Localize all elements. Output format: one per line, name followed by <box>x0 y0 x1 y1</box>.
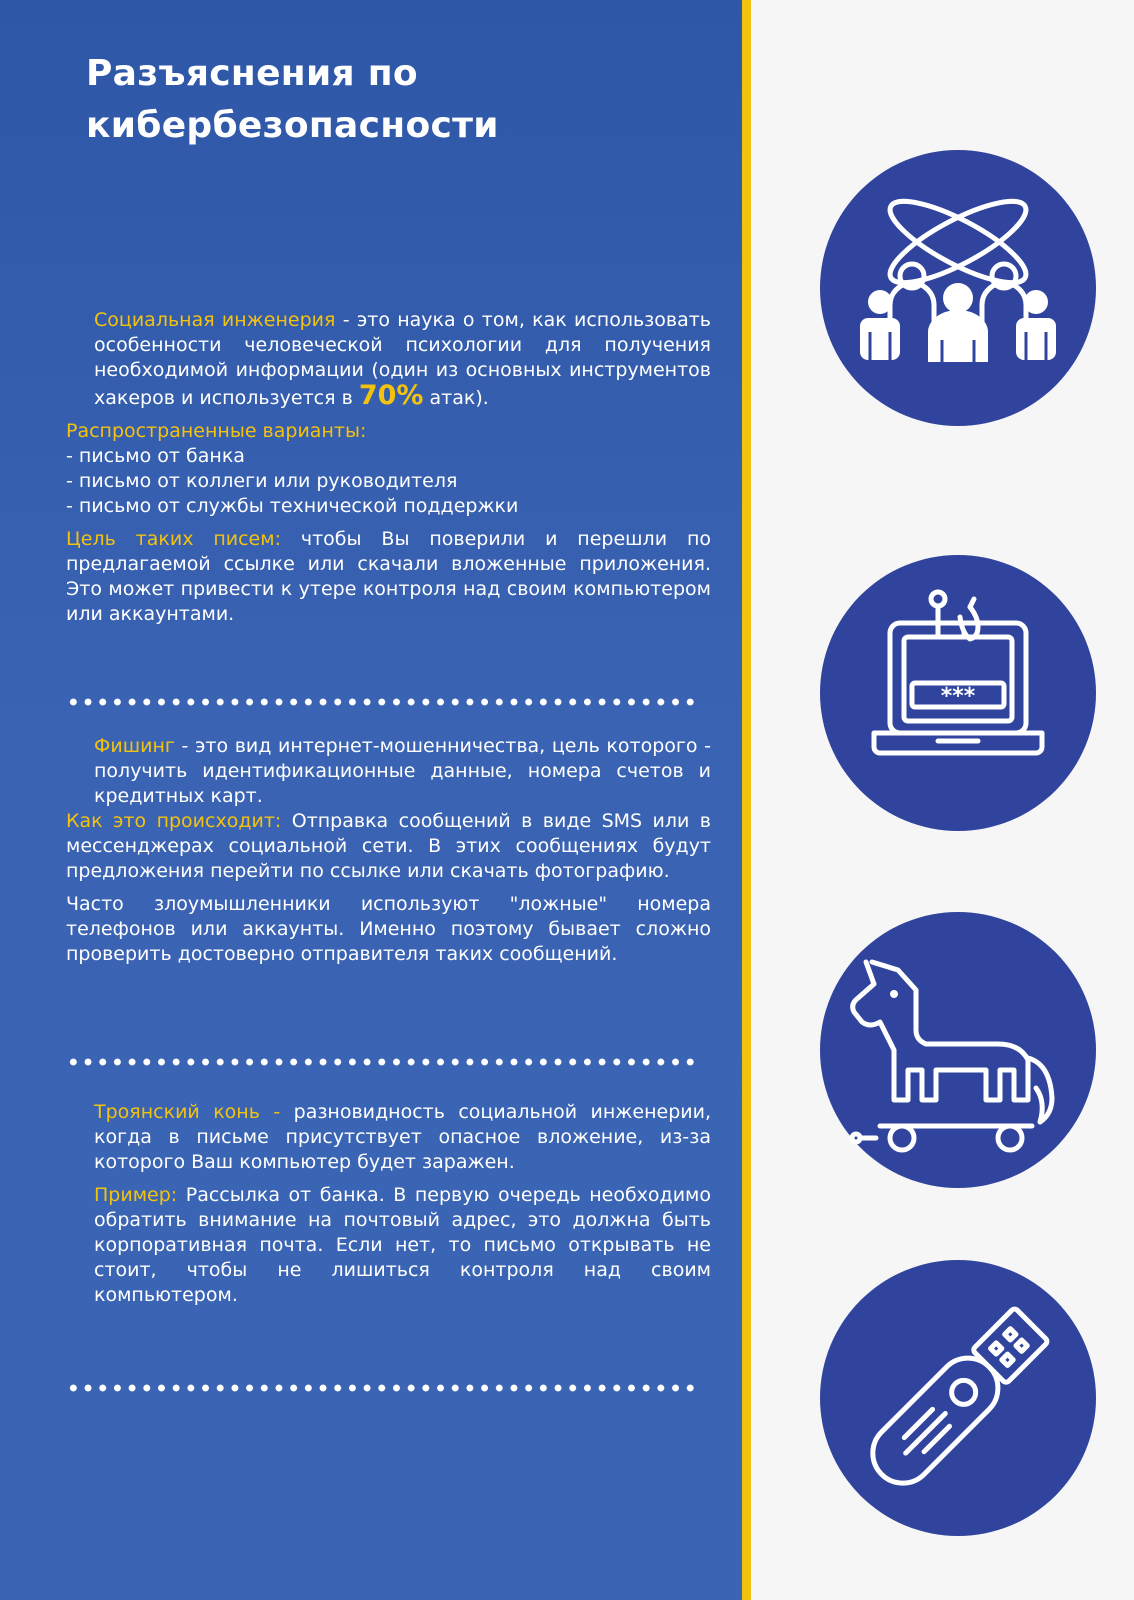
social-term: Социальная инженерия <box>94 309 336 331</box>
phishing-definition-paragraph <box>66 734 711 809</box>
yellow-divider-stripe <box>742 0 751 1600</box>
password-mask-text: *** <box>940 684 976 709</box>
social-goal-label: Цель таких писем: <box>66 528 281 550</box>
phishing-term: Фишинг <box>94 735 175 757</box>
social-goal-text: чтобы Вы поверили и перешли по предлагаемой ссылке или скачали вложенные приложения. Это может привести к утере контроля над своим компьютером или аккаунтами. <box>66 528 711 625</box>
phishing-how-paragraph <box>66 809 711 884</box>
page-title <box>86 48 646 152</box>
page-title-line-1: Разъяснения по <box>86 53 418 94</box>
people-network-icon <box>820 150 1096 426</box>
social-variant-item: - письмо от коллеги или руководителя <box>66 470 458 492</box>
dotted-divider <box>66 698 700 706</box>
trojan-example-label: Пример: <box>94 1184 178 1206</box>
dotted-divider <box>66 1384 700 1392</box>
people-network-icon-circle <box>820 150 1096 426</box>
trojan-example-text: Рассылка от банка. В первую очередь необходимо обратить внимание на почтовый адрес, это должна быть корпоративная почта. Если нет, то письмо открывать не стоит, чтобы не лишиться контроля над своим компьютером. <box>94 1184 711 1306</box>
social-definition: - это наука о том, как использовать особенности человеческой психологии для получения необходимой информации (один из основных инструментов хакеров и используется в <box>94 309 712 409</box>
social-goal-paragraph <box>66 527 711 627</box>
trojan-example-paragraph <box>66 1183 711 1308</box>
social-definition-paragraph <box>66 308 711 411</box>
trojan-icon-circle <box>820 912 1096 1188</box>
section-phishing <box>66 734 711 967</box>
social-percent: 70% <box>358 380 424 411</box>
usb-flash-drive-icon <box>820 1260 1096 1536</box>
social-definition-end: атак). <box>423 387 489 409</box>
phishing-how-label: Как это происходит: <box>66 810 282 832</box>
trojan-term: Троянский конь - <box>94 1101 281 1123</box>
phishing-note: Часто злоумышленники используют "ложные" номера телефонов или аккаунты. Именно поэтому бывает сложно проверить достоверно отправителя таких сообщений. <box>66 893 711 965</box>
dotted-divider <box>66 1058 700 1066</box>
page-title-line-2: кибербезопасности <box>86 105 499 146</box>
section-social-engineering <box>66 308 711 627</box>
social-variant-item: - письмо от службы технической поддержки <box>66 495 519 517</box>
trojan-horse-icon <box>820 912 1096 1188</box>
laptop-password-hook-icon <box>820 555 1096 831</box>
social-variant-item: - письмо от банка <box>66 445 245 467</box>
social-variants-list <box>66 444 711 519</box>
trojan-definition: разновидность социальной инженерии, когда в письме присутствует опасное вложение, из-за которого Ваш компьютер будет заражен. <box>94 1101 711 1173</box>
phishing-how-text: Отправка сообщений в виде SMS или в мессенджерах социальной сети. В этих сообщениях будут предложения перейти по ссылке или скачать фотографию. <box>66 810 711 882</box>
usb-icon-circle <box>820 1260 1096 1536</box>
phishing-definition: - это вид интернет-мошенничества, цель которого - получить идентификационные данные, номера счетов и кредитных карт. <box>94 735 711 807</box>
phishing-icon-circle <box>820 555 1096 831</box>
trojan-definition-paragraph <box>66 1100 711 1175</box>
social-variants-heading: Распространенные варианты: <box>66 420 367 442</box>
section-trojan <box>66 1100 711 1308</box>
